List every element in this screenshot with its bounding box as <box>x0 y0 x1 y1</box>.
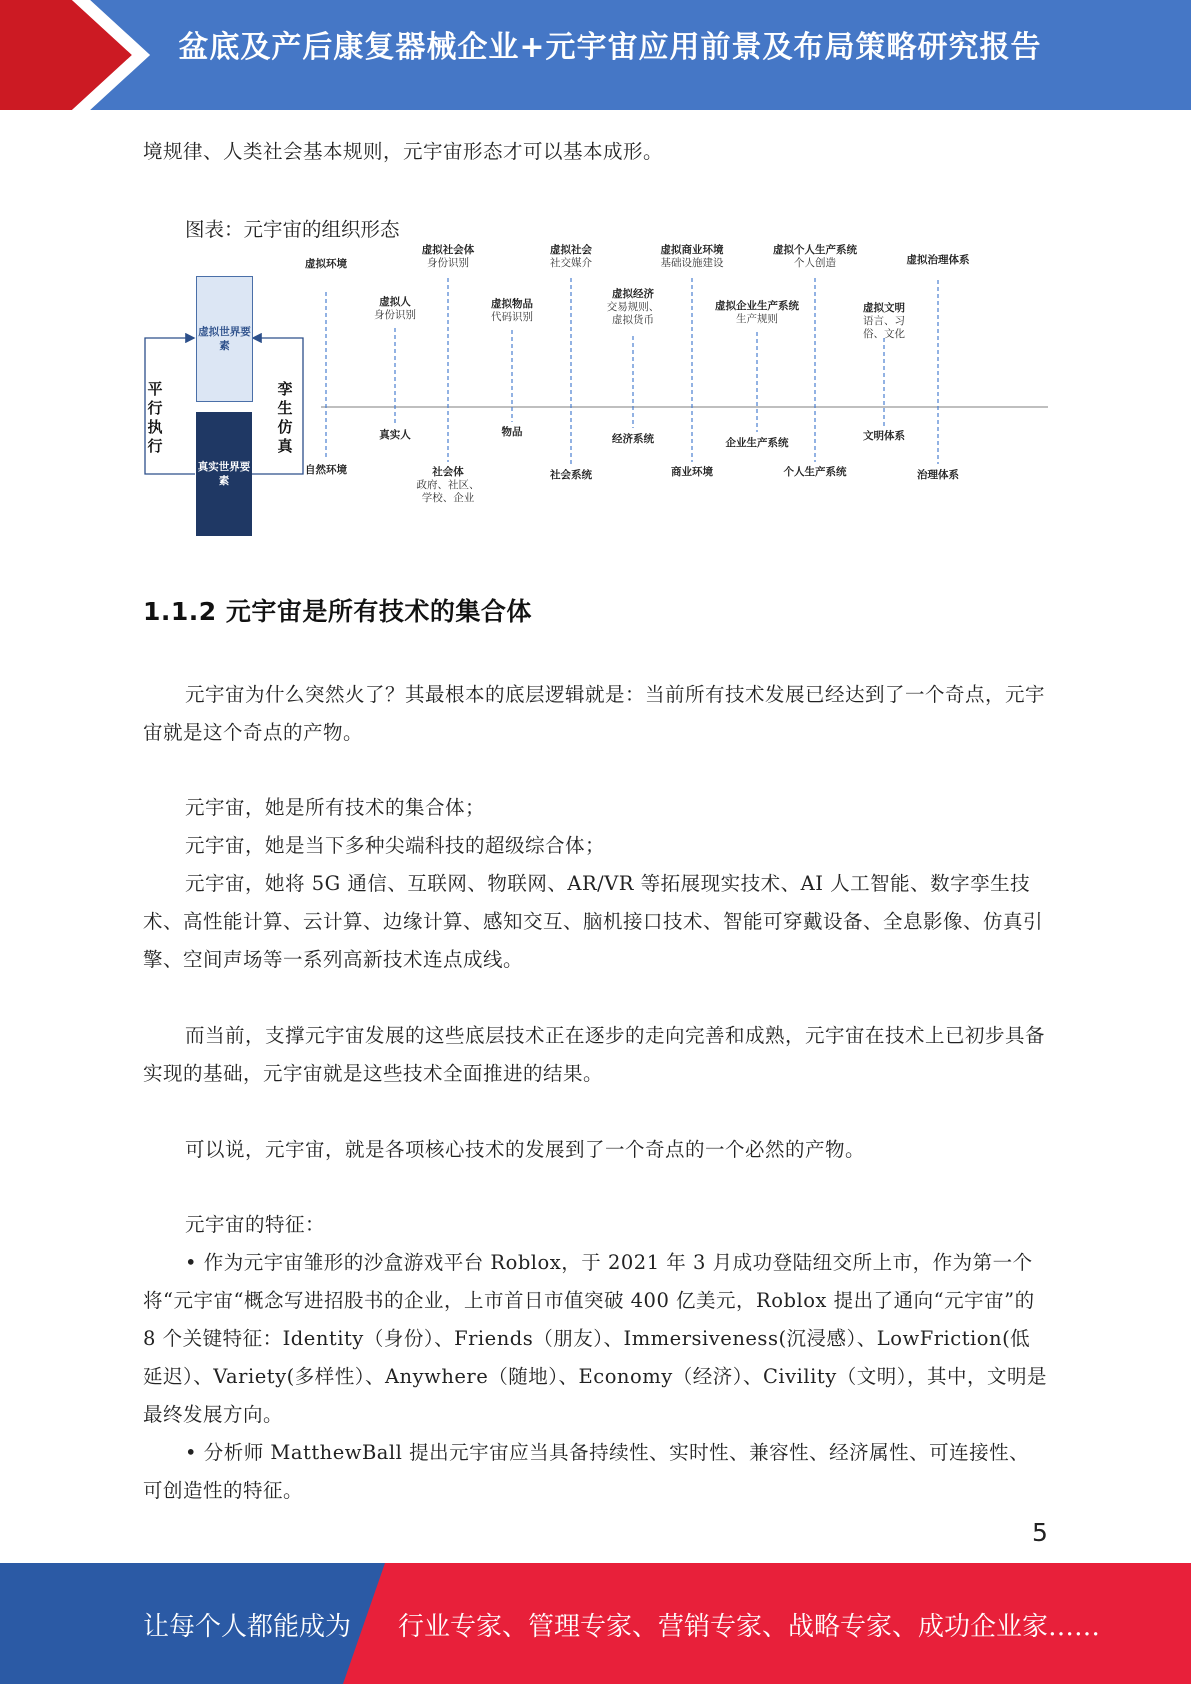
virtual-element-title: 虚拟经济 <box>612 288 654 300</box>
virtual-element-title: 虚拟环境 <box>305 258 347 270</box>
virtual-element-label <box>491 298 533 324</box>
metaverse-organization-diagram <box>143 244 1048 548</box>
real-element-title: 物品 <box>501 426 523 438</box>
virtual-element-title: 虚拟社会体 <box>421 244 475 256</box>
virtual-element-subtitle: 身份识别 <box>427 257 469 269</box>
virtual-element-label <box>305 258 347 271</box>
paragraph-8: • 作为元宇宙雏形的沙盒游戏平台 Roblox，于 2021 年 3 月成功登陆纽交所上市，作为第一个将“元宇宙“概念写进招股书的企业，上市首日市值突破 400 亿美元，Roblox 提出了通向“元宇宙”的 8 个关键特征：Identity（身份）、Friends（朋友）、Immersiveness(沉浸感）、LowFriction(低延迟）、Variety(多样性）、Anywhere（随地）、Economy（经济）、Civility（文明），其中，文明是最终发展方向。 <box>143 1251 1047 1426</box>
real-element-title: 社会体 <box>432 466 464 478</box>
virtual-element-title: 虚拟治理体系 <box>906 254 970 266</box>
virtual-element-label <box>907 254 970 267</box>
page-number: 5 <box>1032 1518 1048 1547</box>
real-element-label <box>379 429 411 442</box>
real-element-title: 个人生产系统 <box>783 466 847 478</box>
virtual-element-title: 虚拟企业生产系统 <box>715 300 799 312</box>
real-element-subtitle: 政府、社区、学校、企业 <box>416 479 480 504</box>
real-element-label <box>784 466 847 479</box>
report-title: 盆底及产后康复器械企业+元宇宙应用前景及布局策略研究报告 <box>178 30 1042 65</box>
virtual-element-subtitle: 语言、习俗、文化 <box>863 315 905 340</box>
paragraph-7: 元宇宙的特征： <box>185 1213 326 1236</box>
virtual-element-title: 虚拟文明 <box>863 302 905 314</box>
virtual-element-subtitle: 身份识别 <box>374 309 416 321</box>
real-element-label <box>502 426 523 439</box>
real-element-label <box>917 469 959 482</box>
real-element-title: 自然环境 <box>305 464 347 476</box>
real-element-label <box>305 464 347 477</box>
virtual-element-label <box>854 302 914 341</box>
virtual-element-label <box>422 244 475 270</box>
footer-slogan-left: 让每个人都能成为 <box>143 1612 352 1642</box>
virtual-element-title: 虚拟商业环境 <box>660 244 724 256</box>
virtual-element-subtitle: 基础设施建设 <box>660 257 724 269</box>
real-element-label <box>863 430 905 443</box>
virtual-element-subtitle: 交易规则、虚拟货币 <box>606 301 660 326</box>
virtual-element-subtitle: 社交媒介 <box>550 257 592 269</box>
real-element-title: 文明体系 <box>863 430 905 442</box>
virtual-element-subtitle: 生产规则 <box>736 313 778 325</box>
virtual-element-label <box>715 300 799 326</box>
virtual-element-title: 虚拟物品 <box>491 298 533 310</box>
virtual-element-subtitle: 个人创造 <box>794 257 836 269</box>
twin-simulation-label: 孪生仿真 <box>277 380 293 455</box>
real-element-title: 治理体系 <box>917 469 959 481</box>
figure-caption: 图表：元宇宙的组织形态 <box>185 218 400 241</box>
real-element-label <box>550 469 592 482</box>
virtual-element-title: 虚拟社会 <box>550 244 592 256</box>
page-header <box>0 0 1191 110</box>
real-element-title: 经济系统 <box>612 433 654 445</box>
paragraph-1: 元宇宙为什么突然火了？其最根本的底层逻辑就是：当前所有技术发展已经达到了一个奇点，元宇宙就是这个奇点的产物。 <box>143 683 1046 744</box>
real-element-label <box>415 466 481 505</box>
virtual-element-title: 虚拟个人生产系统 <box>773 244 857 256</box>
paragraph-3: 元宇宙，她是当下多种尖端科技的超级综合体； <box>185 834 606 857</box>
paragraph-6: 可以说，元宇宙，就是各项核心技术的发展到了一个奇点的一个必然的产物。 <box>185 1138 866 1161</box>
continuation-text: 境规律、人类社会基本规则，元宇宙形态才可以基本成形。 <box>143 140 664 163</box>
virtual-element-label <box>603 288 663 327</box>
virtual-element-label <box>773 244 857 270</box>
footer-slogan-right: 行业专家、管理专家、营销专家、战略专家、成功企业家…… <box>398 1612 1101 1642</box>
virtual-element-label <box>550 244 592 270</box>
virtual-element-label <box>374 296 416 322</box>
parallel-execution-label: 平行执行 <box>147 380 163 455</box>
virtual-element-title: 虚拟人 <box>379 296 411 308</box>
paragraph-2: 元宇宙，她是所有技术的集合体； <box>185 796 486 819</box>
paragraph-9: • 分析师 MatthewBall 提出元宇宙应当具备持续性、实时性、兼容性、经济属性、可连接性、可创造性的特征。 <box>143 1441 1030 1502</box>
paragraph-5: 而当前，支撑元宇宙发展的这些底层技术正在逐步的走向完善和成熟，元宇宙在技术上已初步具备实现的基础，元宇宙就是这些技术全面推进的结果。 <box>143 1024 1046 1085</box>
real-element-title: 真实人 <box>379 429 411 441</box>
virtual-element-subtitle: 代码识别 <box>491 311 533 323</box>
paragraph-4: 元宇宙，她将 5G 通信、互联网、物联网、AR/VR 等拓展现实技术、AI 人工智能、数字孪生技术、高性能计算、云计算、边缘计算、感知交互、脑机接口技术、智能可穿戴设备、全息影像、仿真引擎、空间声场等一系列高新技术连点成线。 <box>143 872 1044 971</box>
real-element-label <box>726 437 789 450</box>
real-element-title: 商业环境 <box>671 466 713 478</box>
real-element-title: 企业生产系统 <box>725 437 789 449</box>
virtual-world-box: 虚拟世界要素 <box>196 276 253 402</box>
real-element-title: 社会系统 <box>550 469 592 481</box>
virtual-element-label <box>661 244 724 270</box>
real-world-box: 真实世界要素 <box>196 412 252 536</box>
real-element-label <box>671 466 713 479</box>
real-element-label <box>612 433 654 446</box>
section-heading: 1.1.2 元宇宙是所有技术的集合体 <box>143 597 532 626</box>
